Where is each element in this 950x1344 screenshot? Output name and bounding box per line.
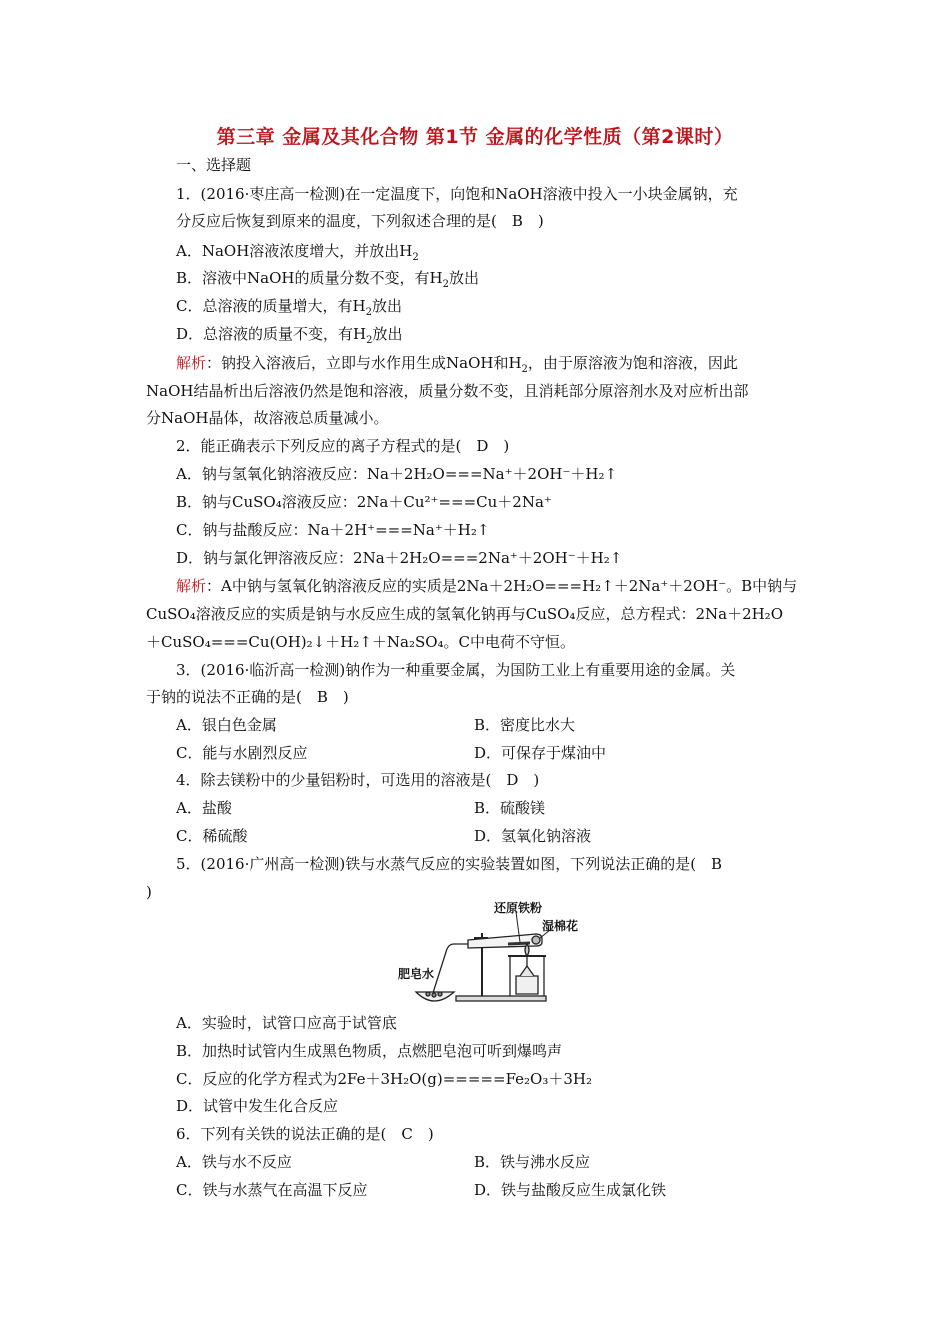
fig-label-iron-powder: 还原铁粉: [494, 901, 543, 915]
alcohol-lamp: [516, 976, 538, 994]
q2-option-d: D．钠与氯化钾溶液反应：2Na＋2H₂O===2Na⁺＋2OH⁻＋H₂↑: [176, 549, 623, 567]
page-title: 第三章 金属及其化合物 第1节 金属的化学性质（第2课时）: [216, 126, 734, 148]
fig-label-wet-cotton: 湿棉花: [542, 919, 579, 933]
q5-option-d: D．试管中发生化合反应: [176, 1097, 339, 1115]
q5-stem-line1: 5．(2016·广州高一检测)铁与水蒸气反应的实验装置如图，下列说法正确的是( B: [176, 855, 723, 873]
q4-option-d: D．氢氧化钠溶液: [474, 827, 592, 845]
q1-option-a: A．NaOH溶液浓度增大，并放出$H_2$: [176, 242, 419, 263]
q1-explanation-line3: 分NaOH晶体，故溶液总质量减小。: [146, 409, 389, 427]
q3-option-a: A．银白色金属: [176, 716, 277, 734]
q1-option-c: C．总溶液的质量增大，有$H_2$放出: [176, 297, 402, 318]
q3-option-c: C．能与水剧烈反应: [176, 744, 308, 762]
q6-option-d: D．铁与盐酸反应生成氯化铁: [474, 1181, 667, 1199]
q3-option-d: D．可保存于煤油中: [474, 744, 607, 762]
stand-base: [456, 996, 546, 1001]
q2-option-c: C．钠与盐酸反应：Na＋2H⁺===Na⁺＋H₂↑: [176, 521, 490, 539]
fig-label-soap-water: 肥皂水: [398, 967, 435, 981]
iron-steam-apparatus-diagram: [396, 898, 610, 1004]
q3-option-b: B．密度比水大: [474, 716, 576, 734]
q3-stem-line1: 3．(2016·临沂高一检测)钠作为一种重要金属，为国防工业上有重要用途的金属。关: [176, 661, 736, 679]
q6-stem: 6．下列有关铁的说法正确的是( C ): [176, 1125, 434, 1143]
q4-option-a: A．盐酸: [176, 799, 232, 817]
q3-stem-line2: 于钠的说法不正确的是( B ): [146, 688, 349, 706]
explanation-label: 解析: [176, 577, 207, 595]
q1-stem-line2: 分反应后恢复到原来的温度，下列叙述合理的是( B ): [176, 212, 544, 230]
q4-stem: 4．除去镁粉中的少量铝粉时，可选用的溶液是( D ): [176, 771, 540, 789]
apparatus-figure: [396, 898, 610, 1004]
q2-stem: 2．能正确表示下列反应的离子方程式的是( D ): [176, 437, 510, 455]
q6-option-c: C．铁与水蒸气在高温下反应: [176, 1181, 368, 1199]
q5-option-a: A．实验时，试管口应高于试管底: [176, 1014, 397, 1032]
q2-option-a: A．钠与氢氧化钠溶液反应：Na＋2H₂O===Na⁺＋2OH⁻＋H₂↑: [176, 465, 618, 483]
q4-option-c: C．稀硫酸: [176, 827, 248, 845]
q5-option-b: B．加热时试管内生成黑色物质，点燃肥皂泡可听到爆鸣声: [176, 1042, 563, 1060]
delivery-tube: [432, 944, 468, 996]
test-tube: [468, 934, 542, 948]
q1-option-d: D．总溶液的质量不变，有$H_2$放出: [176, 325, 403, 346]
q2-explanation-line3: ＋CuSO₄===Cu(OH)₂↓＋H₂↑＋Na₂SO₄。C中电荷不守恒。: [146, 633, 576, 651]
q1-option-b: B．溶液中NaOH的质量分数不变，有$H_2$放出: [176, 269, 479, 290]
q2-explanation-line2: CuSO₄溶液反应的实质是钠与水反应生成的氢氧化钠再与CuSO₄反应，总方程式：2Na＋2H₂O: [146, 605, 783, 623]
q6-option-b: B．铁与沸水反应: [474, 1153, 591, 1171]
q2-explanation-line1: 解析：A中钠与氢氧化钠溶液反应的实质是2Na＋2H₂O===H₂↑＋2Na⁺＋2OH⁻。B中钠与: [176, 577, 798, 595]
q2-option-b: B．钠与CuSO₄溶液反应：2Na＋Cu²⁺===Cu＋2Na⁺: [176, 493, 552, 511]
q1-stem-line1: 1．(2016·枣庄高一检测)在一定温度下，向饱和NaOH溶液中投入一小块金属钠，充: [176, 185, 738, 203]
q4-option-b: B．硫酸镁: [474, 799, 546, 817]
q1-explanation-line1: 解析：钠投入溶液后，立即与水作用生成NaOH和$H_2$，由于原溶液为饱和溶液，因此: [176, 354, 738, 375]
q1-explanation-line2: NaOH结晶析出后溶液仍然是饱和溶液，质量分数不变，且消耗部分原溶剂水及对应析出部: [146, 382, 749, 400]
explanation-label: 解析: [176, 354, 207, 372]
section-heading: 一、选择题: [176, 156, 252, 174]
q5-stem-line2: ): [146, 883, 152, 901]
q5-option-c: C．反应的化学方程式为2Fe＋3H₂O(g)=====Fe₂O₃＋3H₂: [176, 1070, 592, 1088]
q6-option-a: A．铁与水不反应: [176, 1153, 292, 1171]
